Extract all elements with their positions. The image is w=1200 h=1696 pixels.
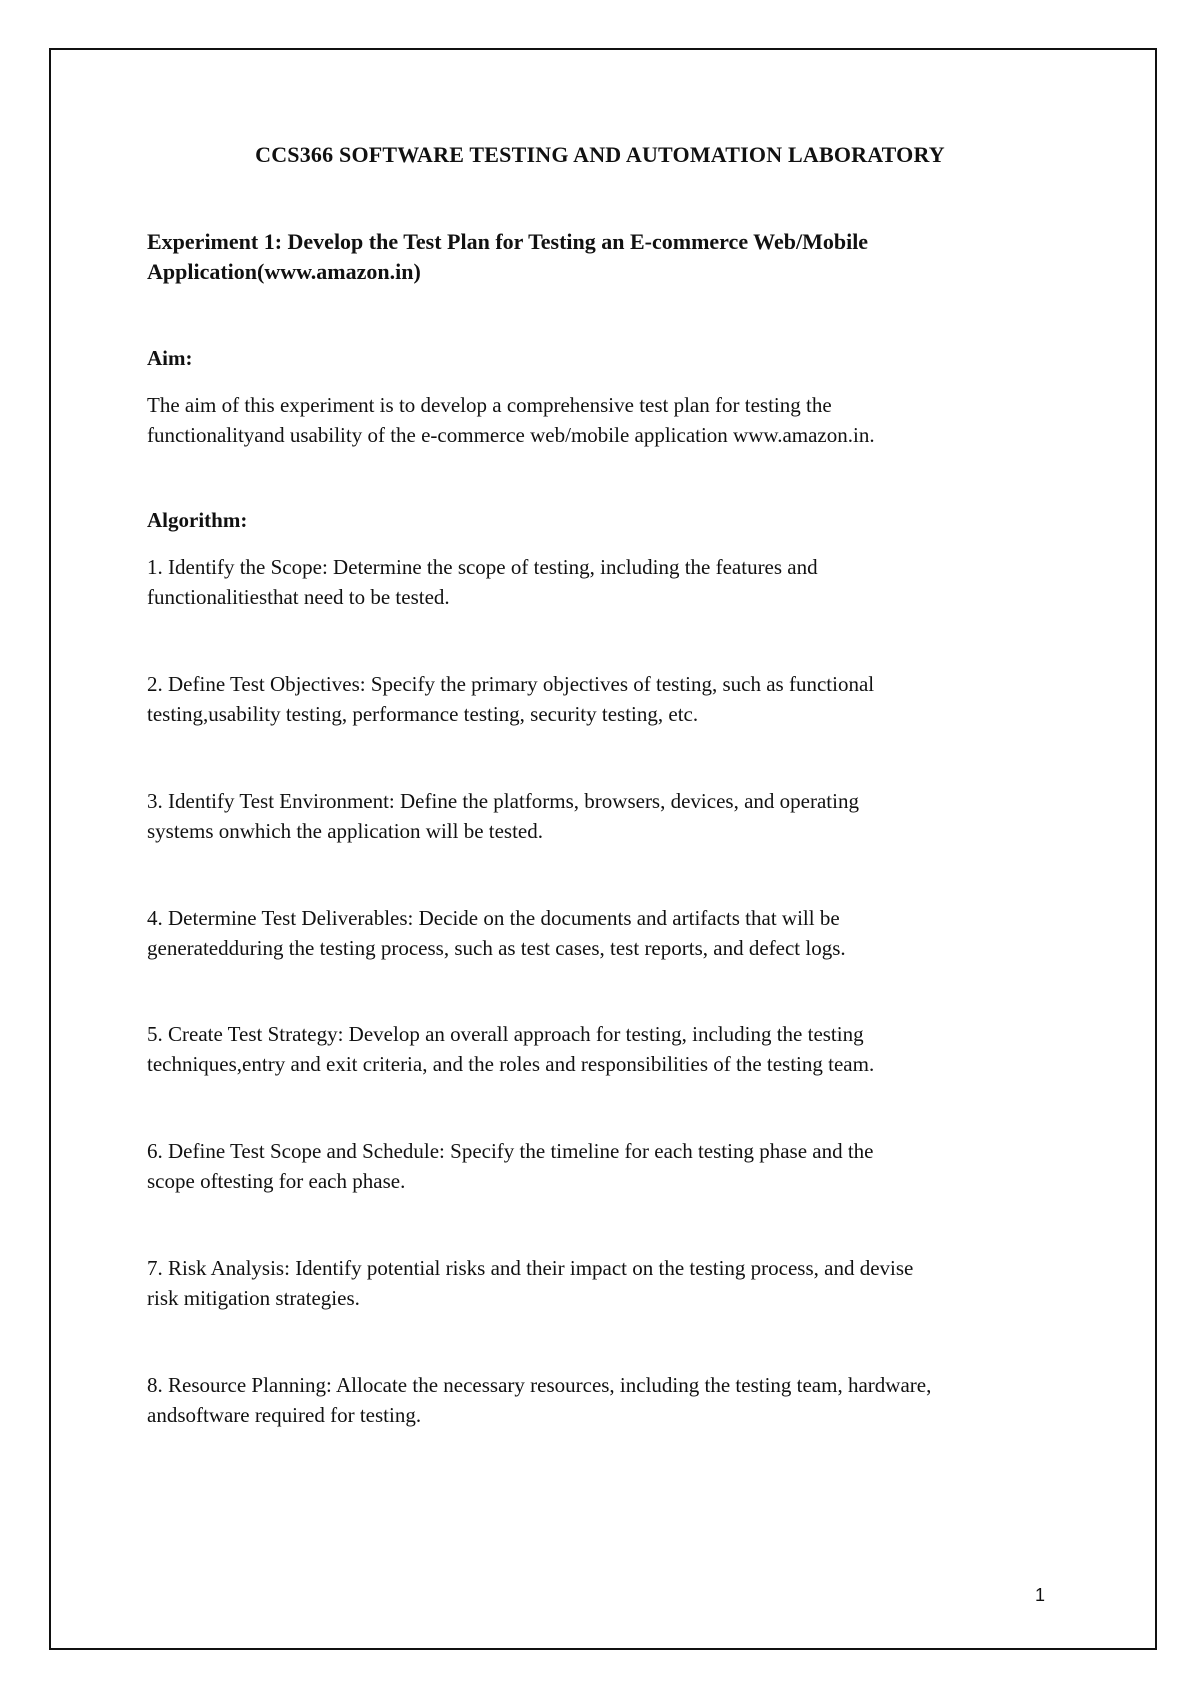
algorithm-step-line-2: techniques,entry and exit criteria, and the roles and responsibilities of the testing team. (147, 1052, 875, 1076)
algorithm-step-line-2: functionalitiesthat need to be tested. (147, 585, 450, 609)
algorithm-step-line-1: 7. Risk Analysis: Identify potential risks and their impact on the testing process, and devise (147, 1256, 914, 1280)
algorithm-step (147, 669, 1067, 729)
algorithm-step-line-2: generatedduring the testing process, such as test cases, test reports, and defect logs. (147, 936, 846, 960)
aim-line-1: The aim of this experiment is to develop a comprehensive test plan for testing the (147, 393, 832, 417)
algorithm-step-line-1: 6. Define Test Scope and Schedule: Specify the timeline for each testing phase and the (147, 1139, 874, 1163)
experiment-title-line-1: Experiment 1: Develop the Test Plan for Testing an E-commerce Web/Mobile (147, 229, 869, 254)
algorithm-step-line-1: 2. Define Test Objectives: Specify the primary objectives of testing, such as functional (147, 672, 875, 696)
algorithm-step (147, 786, 1067, 846)
algorithm-heading: Algorithm: (147, 508, 248, 532)
algorithm-step (147, 1136, 1067, 1196)
page-number: 1 (1035, 1585, 1046, 1605)
algorithm-step (147, 552, 1067, 612)
algorithm-step (147, 1370, 1067, 1430)
algorithm-step-line-1: 3. Identify Test Environment: Define the platforms, browsers, devices, and operating (147, 789, 859, 813)
algorithm-step (147, 903, 1067, 963)
algorithm-step-line-2: risk mitigation strategies. (147, 1286, 360, 1310)
aim-paragraph (147, 390, 1067, 450)
algorithm-step-line-2: scope oftesting for each phase. (147, 1169, 406, 1193)
algorithm-step-line-2: andsoftware required for testing. (147, 1403, 422, 1427)
algorithm-step-line-1: 4. Determine Test Deliverables: Decide on the documents and artifacts that will be (147, 906, 840, 930)
aim-heading: Aim: (147, 346, 193, 370)
algorithm-step-line-2: systems onwhich the application will be tested. (147, 819, 544, 843)
experiment-title-line-2: Application(www.amazon.in) (147, 259, 421, 284)
aim-line-2: functionalityand usability of the e-commerce web/mobile application www.amazon.in. (147, 423, 875, 447)
algorithm-step-line-1: 1. Identify the Scope: Determine the scope of testing, including the features and (147, 555, 818, 579)
document-title: CCS366 SOFTWARE TESTING AND AUTOMATION LABORATORY (255, 142, 945, 167)
algorithm-step (147, 1019, 1067, 1079)
algorithm-step-line-1: 8. Resource Planning: Allocate the necessary resources, including the testing team, hardware, (147, 1373, 932, 1397)
experiment-title (147, 227, 1047, 287)
algorithm-step-line-1: 5. Create Test Strategy: Develop an overall approach for testing, including the testing (147, 1022, 864, 1046)
algorithm-step-line-2: testing,usability testing, performance testing, security testing, etc. (147, 702, 699, 726)
algorithm-step (147, 1253, 1067, 1313)
